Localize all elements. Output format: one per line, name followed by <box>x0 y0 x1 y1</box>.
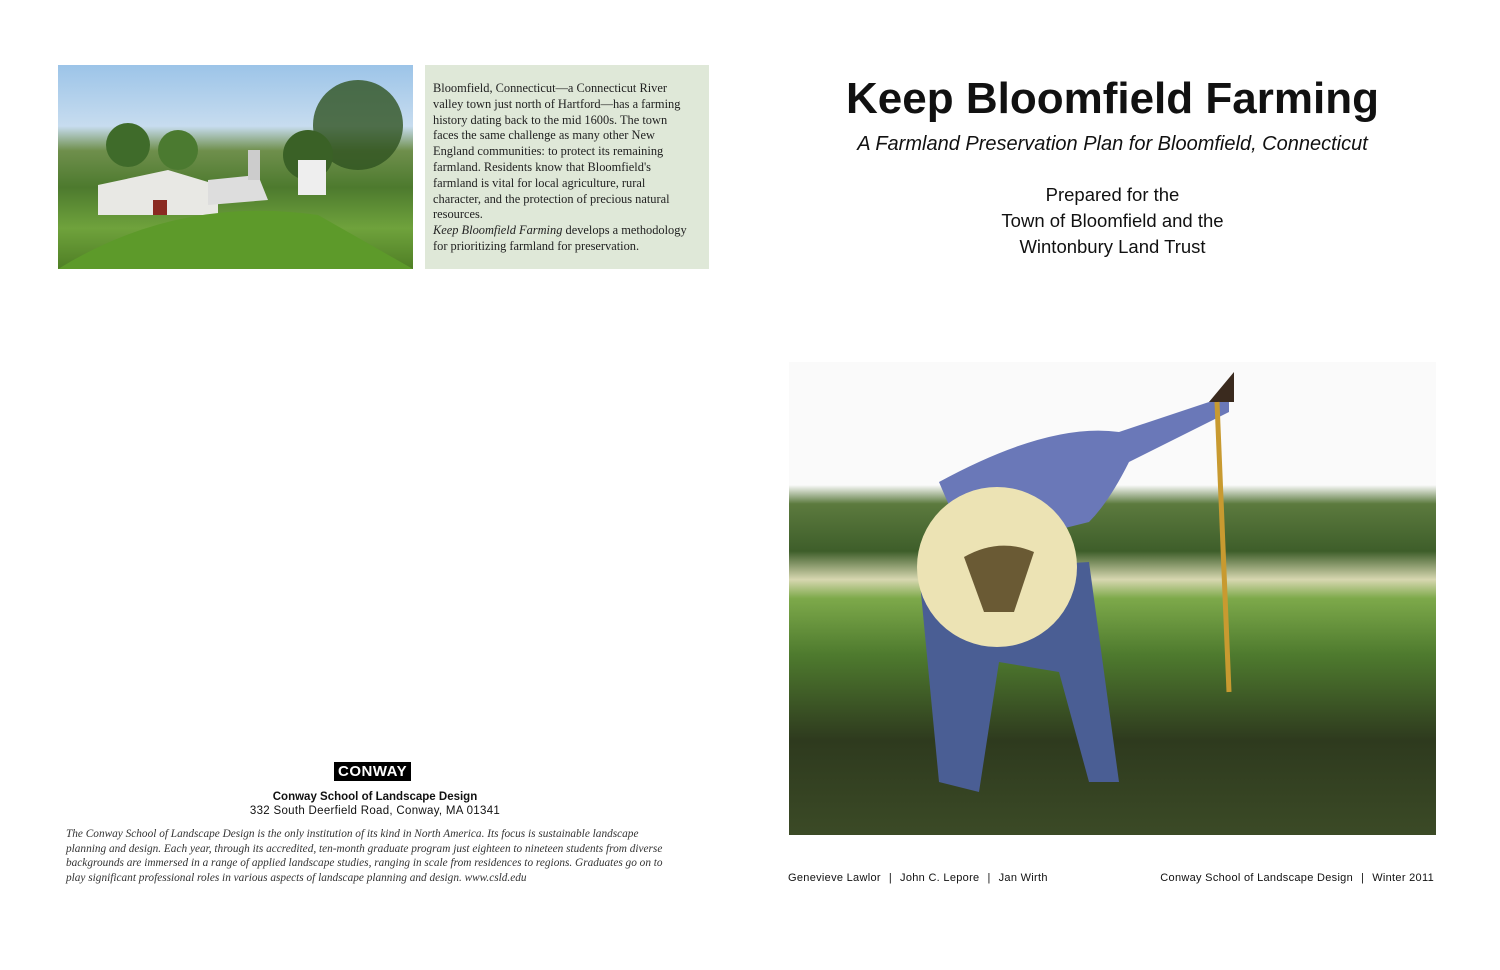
intro-line-rest: develops a methodology <box>562 223 687 238</box>
author-name: Jan Wirth <box>998 872 1048 884</box>
description-line: The Conway School of Landscape Design is the only institution of its kind in North America. Its focus is sustainable landscape <box>66 828 639 840</box>
author-credits <box>788 872 1048 884</box>
prepared-line: Wintonbury Land Trust <box>1019 236 1206 257</box>
publisher-name: Conway School of Landscape Design <box>1160 872 1354 884</box>
farm-photo <box>58 65 413 269</box>
intro-line <box>433 223 701 239</box>
intro-line: England communities: to protect its remaining <box>433 144 664 159</box>
school-description <box>66 827 663 885</box>
intro-line: farmland is vital for local agriculture, rural <box>433 175 646 190</box>
prepared-line: Town of Bloomfield and the <box>1001 210 1224 231</box>
prepared-line: Prepared for the <box>1045 184 1180 205</box>
description-line: backgrounds are immersed in a range of applied landscape studies, ranging in scale from residences to regions. Graduates go on to <box>66 857 663 869</box>
author-name: Genevieve Lawlor <box>788 872 881 884</box>
prepared-for <box>790 182 1435 260</box>
description-line: play significant professional roles in various aspects of landscape planning and design. www.csld.edu <box>66 871 527 884</box>
publisher-credit <box>1160 872 1434 884</box>
intro-text-box <box>425 65 709 269</box>
intro-line: character, and the protection of precious natural <box>433 191 670 206</box>
farm-buildings-illustration <box>58 65 413 269</box>
page-title: Keep Bloomfield Farming <box>846 74 1379 123</box>
intro-line: history dating back to the mid 1600s. The town <box>433 112 668 127</box>
intro-line: resources. <box>433 207 483 222</box>
description-line: planning and design. Each year, through its accredited, ten-month graduate program just eighteen to nineteen students from diverse <box>66 842 663 855</box>
farmer-illustration <box>789 362 1436 835</box>
intro-line: faces the same challenge as many other New <box>433 128 655 143</box>
intro-italic-title: Keep Bloomfield Farming <box>433 223 563 238</box>
intro-line: farmland. Residents know that Bloomfield's <box>433 159 652 174</box>
cover-photo <box>789 362 1436 835</box>
page-subtitle: A Farmland Preservation Plan for Bloomfield, Connecticut <box>857 133 1368 155</box>
intro-line: valley town just north of Hartford—has a farming <box>433 96 681 111</box>
separator: | <box>987 872 991 884</box>
publication-date: Winter 2011 <box>1372 872 1434 884</box>
author-name: John C. Lepore <box>900 872 980 884</box>
conway-logo: CONWAY <box>334 762 411 781</box>
intro-line: Bloomfield, Connecticut—a Connecticut River <box>433 81 667 95</box>
school-address: 332 South Deerfield Road, Conway, MA 01341 <box>249 805 501 817</box>
intro-line: for prioritizing farmland for preservation. <box>433 238 640 253</box>
separator: | <box>888 872 893 884</box>
separator: | <box>1361 872 1365 884</box>
school-name: Conway School of Landscape Design <box>272 791 478 803</box>
